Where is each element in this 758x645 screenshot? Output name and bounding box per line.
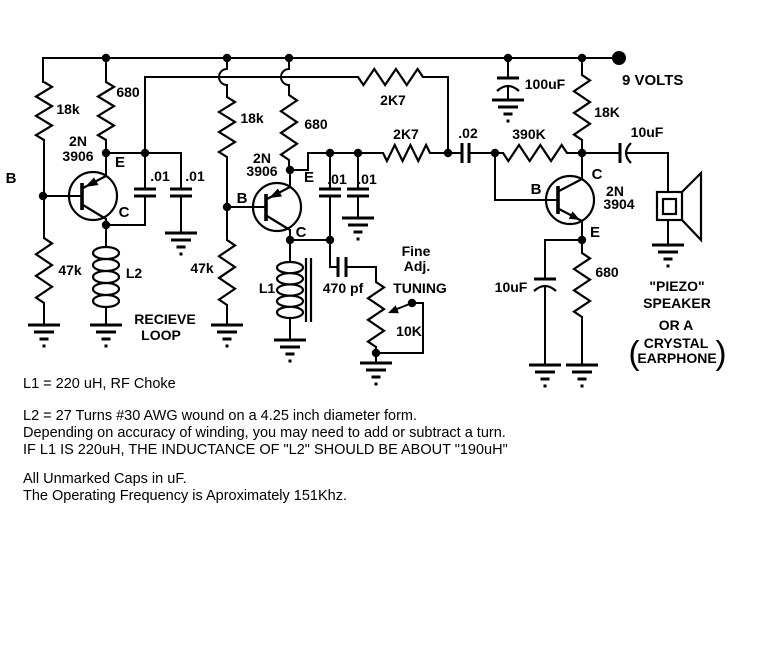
q2-pin-b: B [236,190,248,207]
resistor-r6-label: 47k [190,260,214,276]
cap-c3 [319,171,347,196]
q1-pin-b: B [5,170,17,187]
cap-c9-electrolytic [495,279,556,295]
tuning-label-line1: Fine [401,243,431,259]
resistor-r10 [574,75,620,140]
q1-pin-c: C [118,204,130,221]
q3-pin-e: E [589,224,601,241]
wire-q3-base [495,153,558,200]
resistor-r11-label: 680 [595,264,619,280]
q1-pin-e: E [114,154,126,171]
resistor-r4 [219,97,264,157]
cap-c9-label: 10uF [494,279,528,295]
q3-part-line1: 2N [606,183,624,199]
crystal-label-line2: EARPHONE [637,350,717,366]
cap-c5 [458,125,478,163]
inductor-l2-label: L2 [125,265,143,281]
inductor-l1-core [306,258,311,322]
paren-open: ( [628,334,640,371]
cap-c1 [134,168,170,196]
cap-c8-label: 10uF [630,124,664,140]
q1-part-line1: 2N [69,133,87,149]
cap-c6-label: 100uF [524,76,566,92]
q2-pin-c: C [295,224,307,241]
cap-c8-electrolytic [620,124,664,163]
resistor-r8-label: 2K7 [393,126,419,142]
q2-part-line1: 2N [253,150,271,166]
cap-c7 [323,257,364,296]
resistor-r7-label: 2K7 [380,92,406,108]
q2-part-line2: 3906 [246,163,278,179]
crystal-label-line1: CRYSTAL [643,335,709,351]
note-line-1: L1 = 220 uH, RF Choke [23,376,176,392]
notes-block [23,376,508,504]
tuning-label-line3: TUNING [393,280,447,296]
pot-label: 10K [396,323,422,339]
paren-close: ) [715,334,727,371]
speaker-label-line1: "PIEZO" [649,278,705,294]
resistor-r3 [36,238,82,303]
transistor-q1 [6,133,130,225]
note-line-2: L2 = 27 Turns #30 AWG wound on a 4.25 inch diameter form. [23,408,418,424]
speaker-symbol [657,173,701,240]
resistor-r1 [36,82,80,140]
battery-terminal-dot [612,51,626,65]
q3-pin-b: B [530,181,542,198]
resistor-r11 [574,253,619,317]
power-label: 9 VOLTS [622,72,684,89]
resistor-r7 [358,69,423,108]
resistor-r3-label: 47k [58,262,82,278]
cap-c1-label: .01 [150,168,170,184]
receive-loop-label-line1: RECIEVE [134,311,196,327]
resistor-r4-label: 18k [240,110,264,126]
speaker-label-line2: SPEAKER [643,295,711,311]
cap-c4 [347,171,377,196]
speaker-or-label: OR A [658,317,694,333]
resistor-r2-label: 680 [116,84,140,100]
q3-npn-arrow [569,211,580,220]
inductors [93,247,311,322]
q3-part-line2: 3904 [603,196,635,212]
resistor-r5 [281,95,328,160]
resistor-r9 [503,126,567,161]
resistor-r6 [190,240,235,305]
receive-loop-label-line2: LOOP [141,327,181,343]
pot-wiper-arrow [388,305,399,313]
cap-c4-label: .01 [357,171,377,187]
q1-pnp-arrow [85,178,99,188]
resistor-r8 [383,126,430,161]
tuning-label-line2: Adj. [403,258,431,274]
cap-c7-label: 470 pf [322,280,364,296]
resistor-r1-label: 18k [56,101,80,117]
note-line-3: Depending on accuracy of winding, you may need to add or subtract a turn. [23,425,506,441]
note-line-5: All Unmarked Caps in uF. [23,471,187,487]
cap-c5-label: .02 [458,125,478,141]
resistor-r9-label: 390K [512,126,546,142]
q2-pnp-arrow [269,189,282,199]
resistor-r10-label: 18K [594,104,620,120]
cap-c2-label: .01 [185,168,205,184]
inductor-l1 [259,258,311,322]
wire-c9-branch [545,240,582,365]
resistor-r2 [98,82,140,140]
q2-pin-e: E [303,169,315,186]
transistor-q2 [237,150,314,241]
note-line-6: The Operating Frequency is Aproximately 151Khz. [23,488,347,504]
cap-c2 [170,168,205,196]
q3-pin-c: C [591,166,603,183]
note-line-4: IF L1 IS 220uH, THE INDUCTANCE OF "L2" SHOULD BE ABOUT "190uH" [23,442,508,458]
ground-symbols [28,100,684,386]
q1-part-line2: 3906 [62,148,94,164]
inductor-l2 [93,247,142,307]
inductor-l1-label: L1 [258,280,276,296]
cap-c3-label: .01 [327,171,347,187]
resistor-r5-label: 680 [304,116,328,132]
